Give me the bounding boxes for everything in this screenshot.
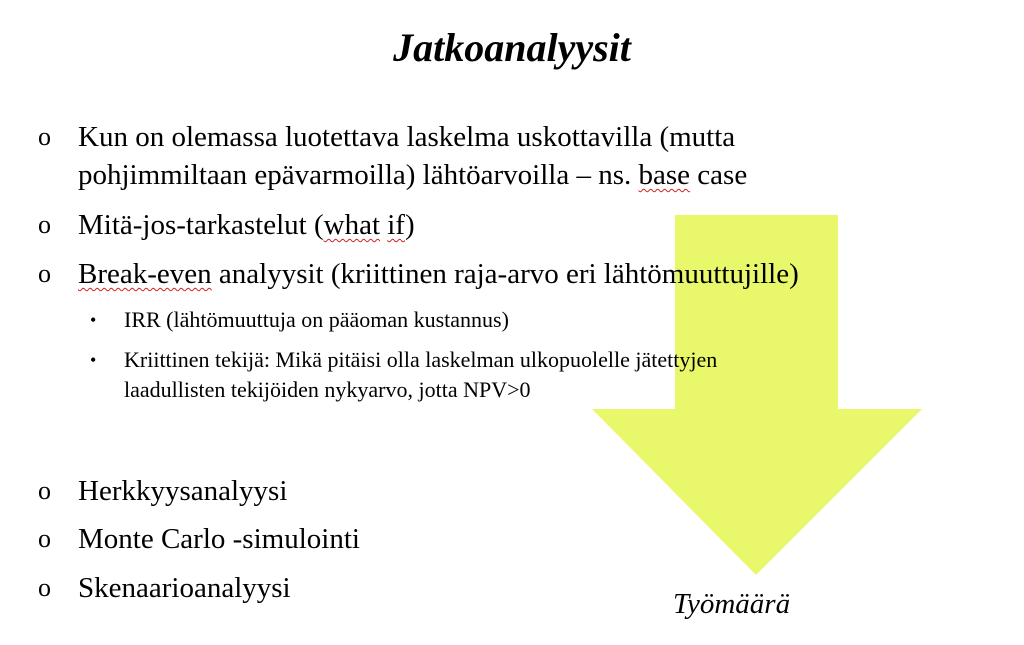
bullet-text: Monte Carlo -simulointi bbox=[78, 523, 360, 555]
subbullet-text-line1: Kriittinen tekijä: Mikä pitäisi olla laskelman ulkopuolelle jätettyjen bbox=[124, 347, 718, 372]
bullet-text bbox=[78, 255, 799, 293]
bullet-text-line1: Kun on olemassa luotettava laskelma uskottavilla (mutta bbox=[78, 121, 736, 153]
bullet-marker: o bbox=[38, 122, 51, 151]
slide-title: Jatkoanalyysit bbox=[393, 25, 631, 70]
bullet-marker: o bbox=[38, 259, 51, 288]
bullet-marker: o bbox=[38, 476, 51, 505]
bullet-marker: o bbox=[38, 524, 51, 553]
spellcheck-word: what bbox=[323, 209, 380, 241]
bullet-text bbox=[78, 118, 747, 194]
subbullet-marker: • bbox=[90, 350, 97, 370]
bullet-text-line2-end: case bbox=[690, 159, 748, 191]
bullet-marker: o bbox=[38, 210, 51, 239]
spellcheck-word: Break-even bbox=[78, 258, 212, 290]
subbullet-text bbox=[124, 345, 717, 405]
subbullet-marker: • bbox=[90, 310, 97, 330]
bullet-text-line2: pohjimmiltaan epävarmoilla) lähtöarvoilla – ns. bbox=[78, 159, 639, 191]
bullet-text: Skenaarioanalyysi bbox=[78, 572, 291, 604]
spellcheck-word: base bbox=[638, 159, 691, 191]
bullet-text-start: Mitä-jos-tarkastelut ( bbox=[78, 209, 324, 241]
bullet-text: Herkkyysanalyysi bbox=[78, 475, 288, 507]
bullet-marker: o bbox=[38, 573, 51, 602]
arrow-caption: Työmäärä bbox=[673, 588, 791, 620]
bullet-text bbox=[78, 206, 415, 244]
subbullet-text: IRR (lähtömuuttuja on pääoman kustannus) bbox=[124, 307, 509, 332]
spellcheck-word: if bbox=[387, 209, 405, 241]
bullet-text-end: analyysit (kriittinen raja-arvo eri lähtömuuttujille) bbox=[211, 258, 799, 290]
subbullet-text-line2: laadullisten tekijöiden nykyarvo, jotta NPV>0 bbox=[124, 377, 531, 402]
bullet-text-end: ) bbox=[404, 209, 415, 241]
